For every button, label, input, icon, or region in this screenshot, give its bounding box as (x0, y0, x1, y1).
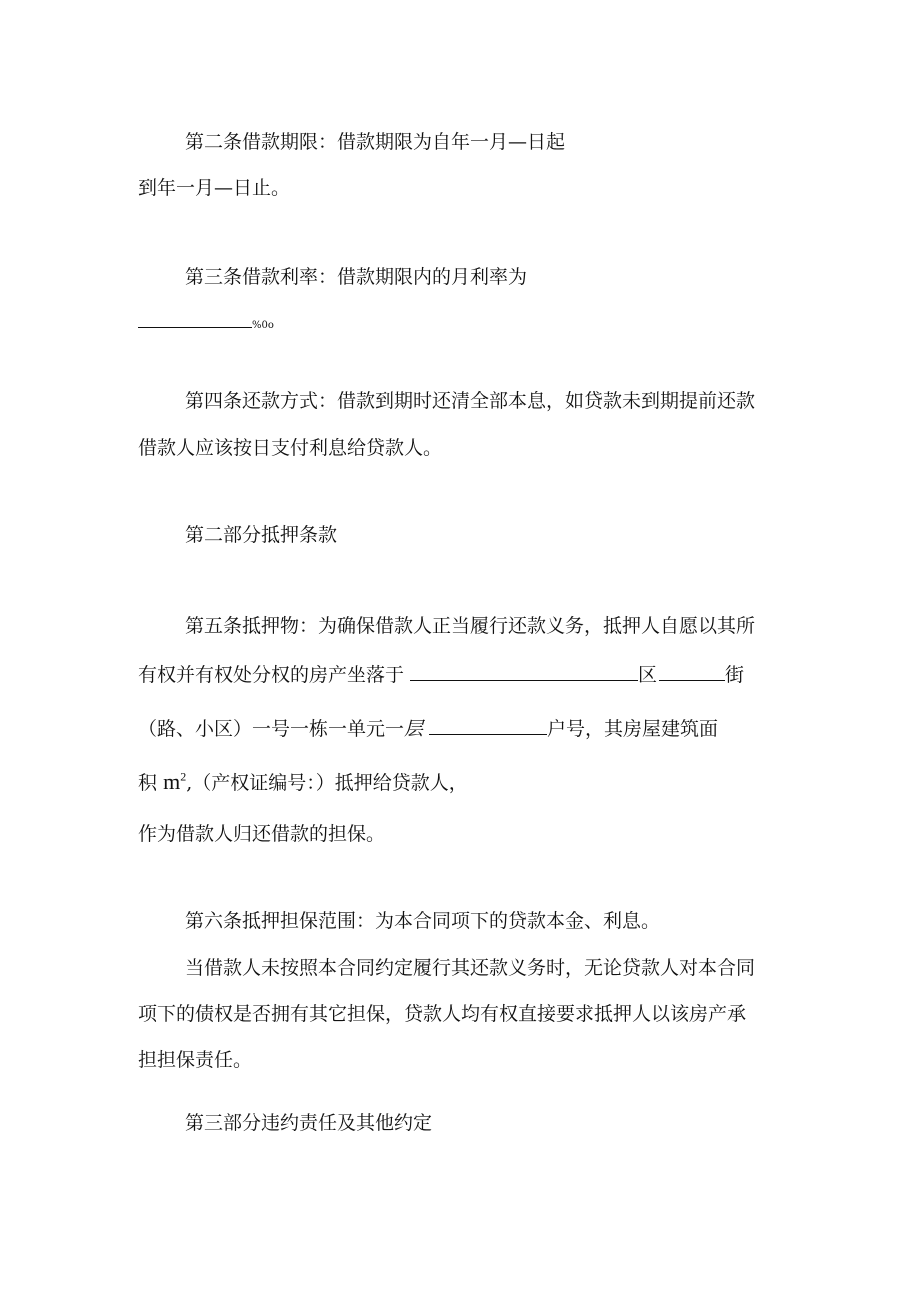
article2-line1: 第二条借款期限：借款期限为自年一月—日起 (185, 131, 566, 153)
location-blank (410, 662, 638, 681)
article3-rate-line (138, 309, 274, 338)
area-unit (163, 769, 186, 794)
article5-line3-prefix: （路、小区）一号一栋一单元一 (138, 718, 405, 740)
article6-line1: 第六条抵押担保范围：为本合同项下的贷款本金、利息。 (185, 910, 661, 932)
article3-line1: 第三条借款利率：借款期限内的月利率为 (185, 266, 528, 288)
part3-heading: 第三部分违约责任及其他约定 (185, 1112, 433, 1134)
article5-line4-suffix: ,（产权证编号：）抵押给贷款人， (186, 772, 468, 794)
article4-line1: 第四条还款方式：借款到期时还清全部本息，如贷款未到期提前还款 (185, 390, 756, 412)
article5-line5: 作为借款人归还借款的担保。 (138, 823, 386, 845)
rate-unit: %0o (252, 320, 274, 331)
area-unit-m: m (163, 769, 181, 794)
district-blank (659, 662, 725, 681)
article2-line2: 到年一月—日止。 (138, 177, 291, 199)
district-label: 区 (638, 664, 658, 686)
rate-blank (138, 309, 252, 328)
article6-line4: 担担保责任。 (138, 1049, 253, 1071)
article5-line2-prefix: 有权并有权处分权的房产坐落于 (138, 664, 405, 686)
article4-line2: 借款人应该按日支付利息给贷款人。 (138, 437, 443, 459)
room-blank (429, 716, 547, 735)
article5-line3 (138, 716, 718, 741)
article5-line4 (138, 770, 468, 795)
article5-line3-suffix: 户号，其房屋建筑面 (547, 718, 719, 740)
part2-heading: 第二部分抵押条款 (185, 524, 338, 546)
article5-line4-prefix: 积 (138, 772, 158, 794)
article5-line2 (138, 662, 744, 687)
article6-line3: 项下的债权是否拥有其它担保，贷款人均有权直接要求抵押人以该房产承 (138, 1003, 747, 1025)
floor-label: 层 (404, 718, 424, 740)
street-label: 街 (725, 664, 745, 686)
article6-line2: 当借款人未按照本合同约定履行其还款义务时，无论贷款人对本合同 (185, 957, 756, 979)
area-unit-sup: 2 (180, 769, 187, 784)
article5-line1: 第五条抵押物：为确保借款人正当履行还款义务，抵押人自愿以其所 (185, 615, 756, 637)
